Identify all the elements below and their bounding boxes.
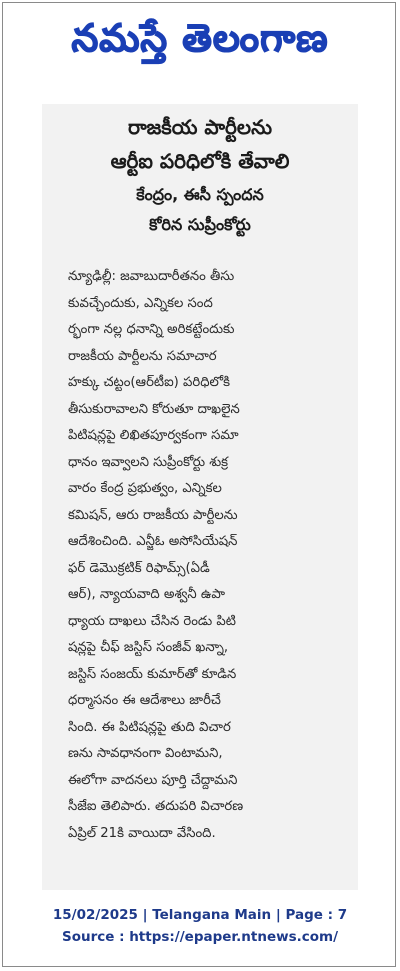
subhead-line: కోరిన సుప్రీంకోర్టు xyxy=(149,215,251,234)
body-line: ఆదేశించింది. ఎన్జీఓ అసోసియేషన్‌ xyxy=(68,534,238,549)
body-line: పిటిషన్లపై లిఖితపూర్వకంగా సమా xyxy=(68,428,239,443)
body-line: వారం కేంద్ర ప్రభుత్వం, ఎన్నికల xyxy=(68,481,222,496)
body-line: షన్లపై చీఫ్‌ జస్టిస్‌ సంజీవ్‌ ఖన్నా, xyxy=(68,640,229,655)
body-line: కువచ్చేందుకు, ఎన్నికల సంద xyxy=(68,295,213,311)
body-line: ధర్మాసనం ఈ ఆదేశాలు జారీచే xyxy=(68,693,221,708)
subhead-line: కేంద్రం, ఈసీ స్పందన xyxy=(136,185,264,204)
headline-line: ఆర్టీఐ పరిధిలోకి తేవాలి xyxy=(110,149,290,173)
body-line: కమిషన్‌, ఆరు రాజకీయ పార్టీలను xyxy=(68,507,238,523)
body-line: జస్టిస్‌ సంజయ్‌ కుమార్‌తో కూడిన xyxy=(68,666,237,682)
body-line: ఈలోగా వాదనలు పూర్తి చేద్దామని xyxy=(68,772,238,788)
body-line: న్యూఢిల్లీ: జవాబుదారీతనం తీసు xyxy=(68,269,235,284)
body-line: ఏప్రిల్‌ 21కి వాయిదా వేసింది. xyxy=(68,825,216,841)
body-line: తీసుకురావాలని కోరుతూ దాఖలైన xyxy=(68,401,240,417)
body-line: ధానం ఇవ్వాలని సుప్రీంకోర్టు శుక్ర xyxy=(68,454,229,470)
body-line: ఫర్‌ డెమొక్రటిక్‌ రిఫామ్స్‌(ఏడీ xyxy=(68,560,210,576)
masthead-logo: నమస్తే తెలంగాణ xyxy=(71,16,329,60)
body-line: ధ్యాయ దాఖలు చేసిన రెండు పిటి xyxy=(68,613,236,629)
article-headline xyxy=(42,110,358,178)
body-line: ఆర్‌), న్యాయవాది అశ్వనీ ఉపా xyxy=(68,587,225,602)
headline-line: రాజకీయ పార్టీలను xyxy=(127,115,273,139)
source-footer xyxy=(0,904,400,948)
body-line: సీజేఐ తెలిపారు. తదుపరి విచారణ xyxy=(68,799,244,814)
masthead xyxy=(0,6,400,70)
body-line: సింది. ఈ పిటిషన్లపై తుది విచార xyxy=(68,719,231,735)
body-line: హక్కు చట్టం(ఆర్‌టీఐ) పరిధిలోకి xyxy=(68,375,231,390)
article-body xyxy=(68,264,336,847)
body-line: ర్భంగా నల్ల ధనాన్ని అరికట్టేందుకు xyxy=(68,322,235,337)
footer-source-link[interactable]: Source : https://epaper.ntnews.com/ xyxy=(61,929,339,945)
article-subheadline xyxy=(42,180,358,240)
footer-date-edition-page: 15/02/2025 | Telangana Main | Page : 7 xyxy=(52,907,348,923)
body-line: ణను సావధానంగా వింటామని, xyxy=(68,746,223,761)
body-line: రాజకీయ పార్టీలను సమాచార xyxy=(68,348,217,364)
